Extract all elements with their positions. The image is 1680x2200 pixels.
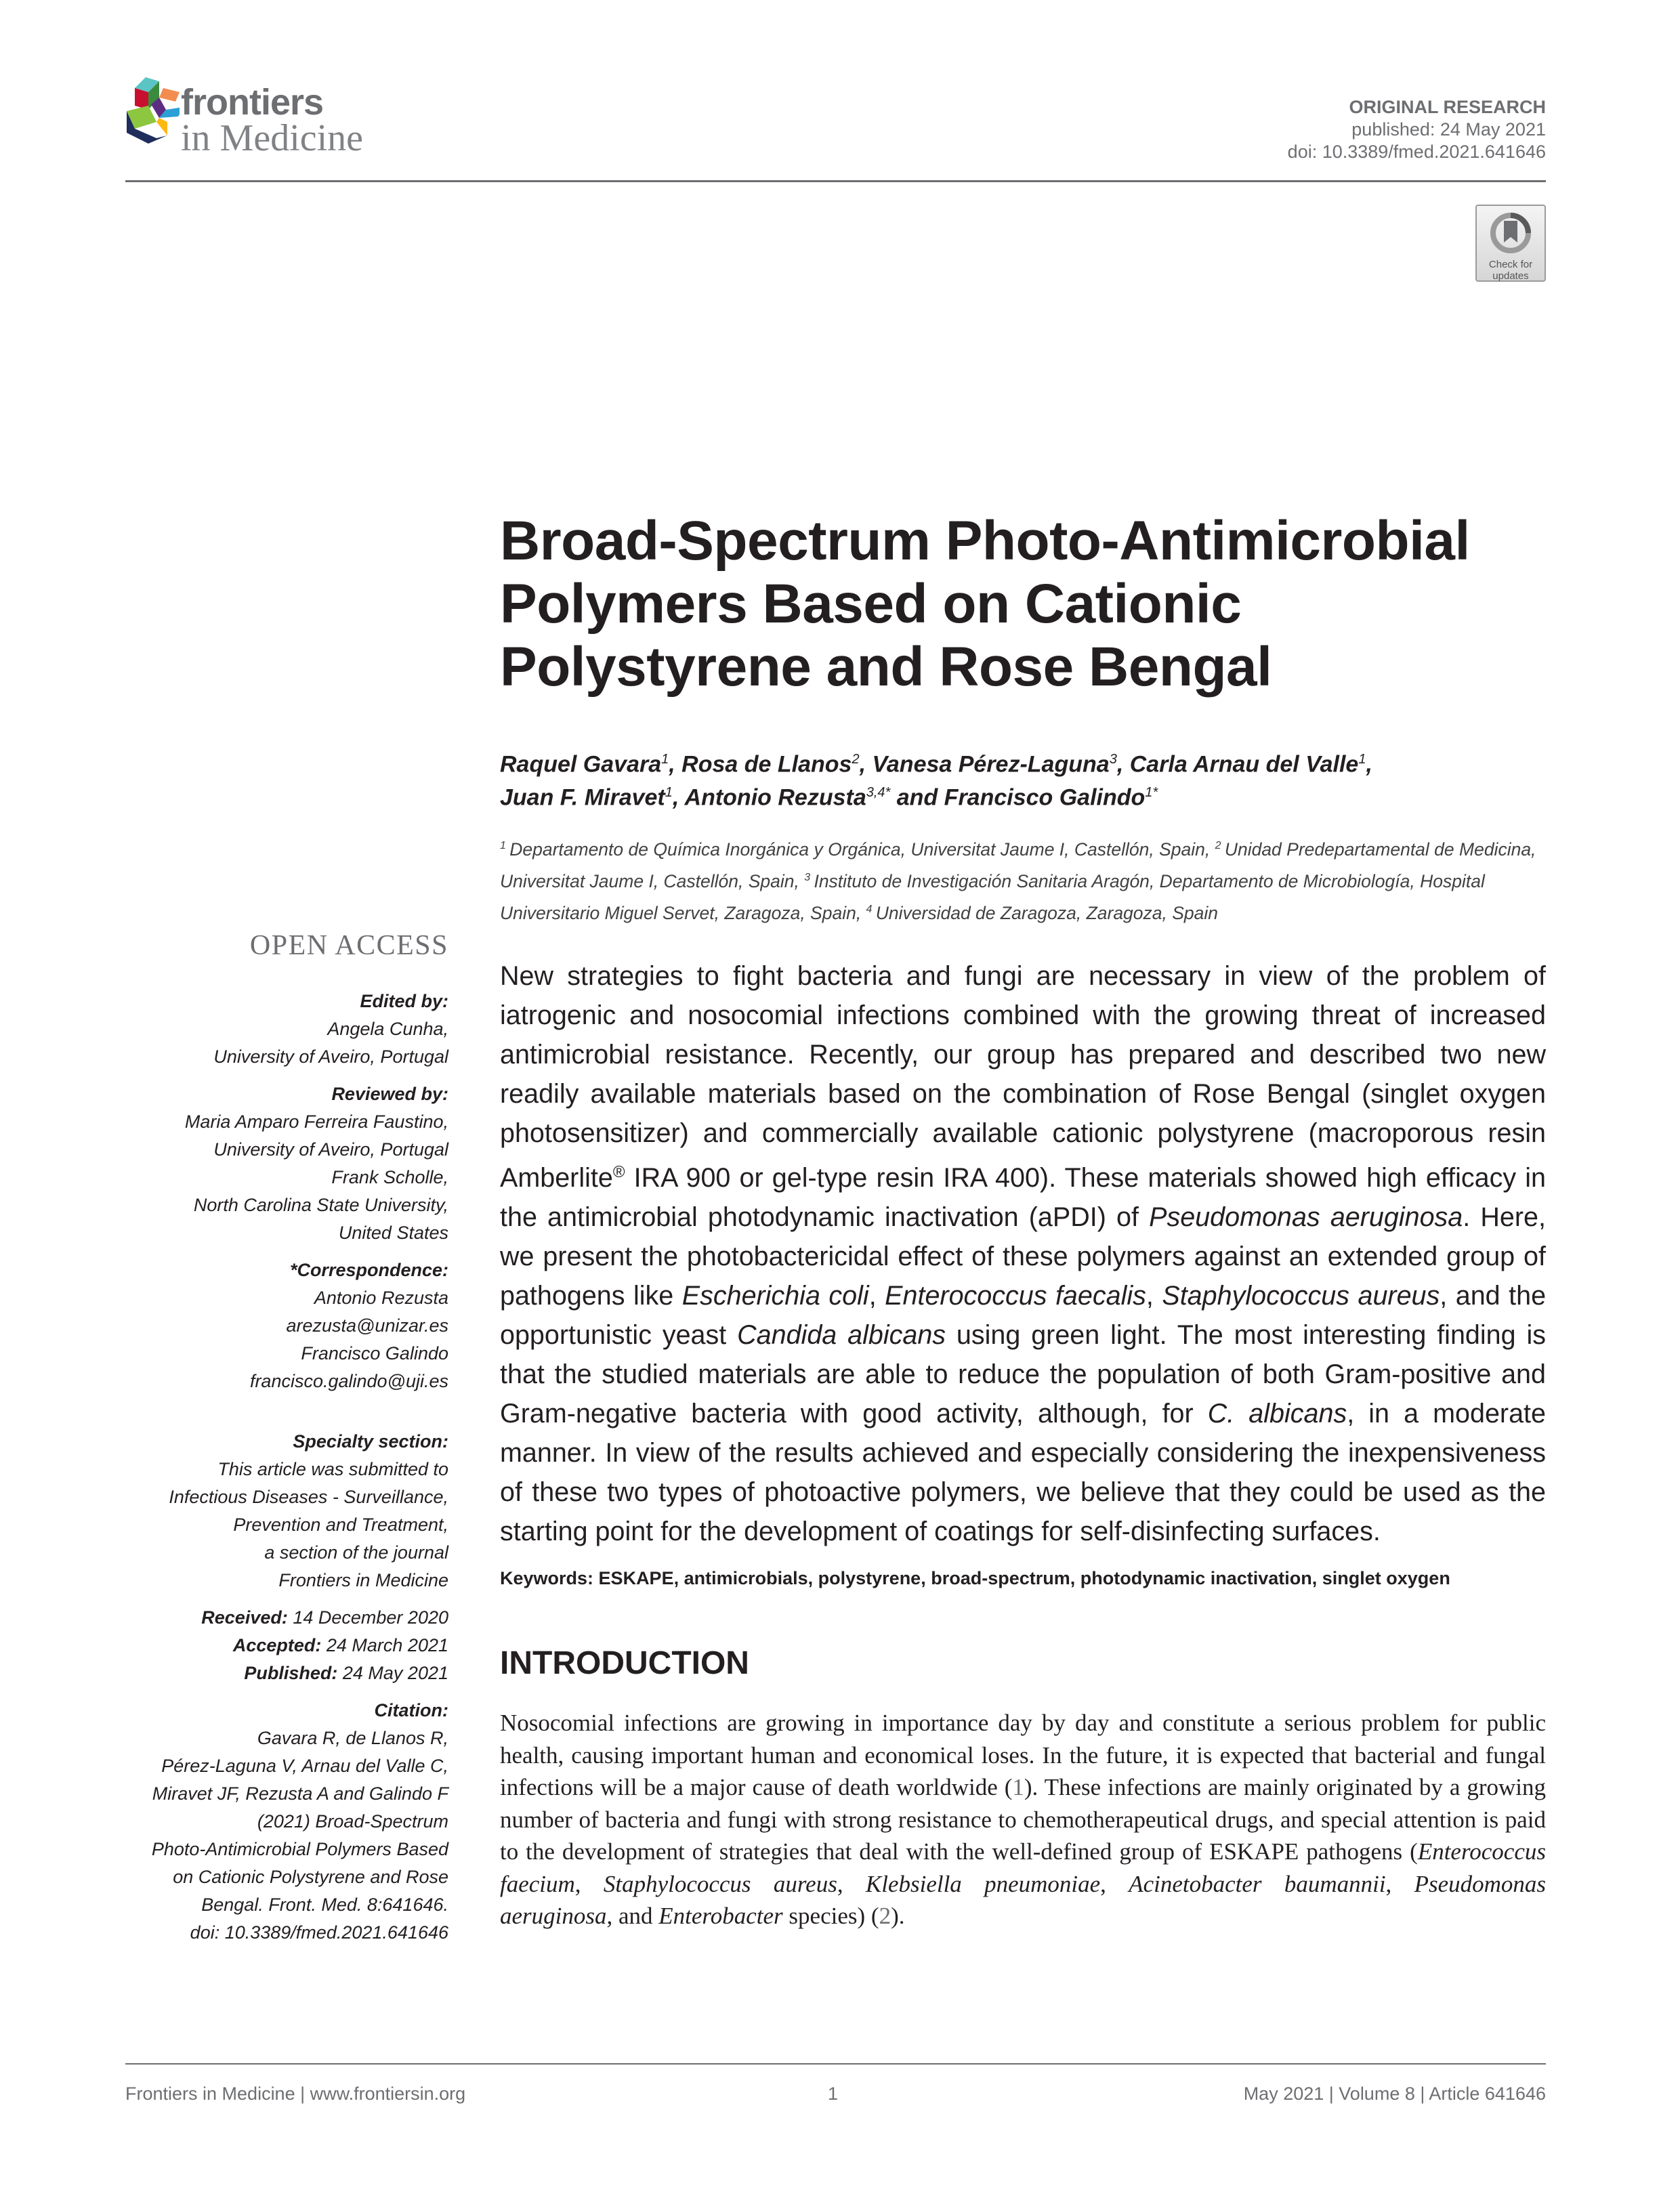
species-name: Staphylococcus aureus bbox=[1162, 1281, 1440, 1311]
received-date bbox=[96, 1604, 448, 1632]
species-name: C. albicans bbox=[1207, 1399, 1347, 1429]
reviewer-name[interactable]: Frank Scholle, bbox=[331, 1167, 448, 1187]
species-name: Escherichia coli bbox=[681, 1281, 869, 1311]
author-separator: , bbox=[669, 751, 682, 778]
citation-label: Citation: bbox=[374, 1700, 448, 1720]
check-for-updates-label-1: Check for bbox=[1488, 259, 1533, 270]
affiliation: Departamento de Química Inorgánica y Orgánica, Universitat Jaume I, Castellón, Spain, bbox=[509, 839, 1215, 860]
frontiers-cube-logo-icon bbox=[125, 70, 180, 146]
author-name[interactable]: Antonio Rezusta bbox=[684, 784, 866, 811]
body-text: , bbox=[837, 1870, 866, 1897]
received-label: Received: bbox=[201, 1607, 288, 1628]
bookmark-ring-icon bbox=[1489, 211, 1532, 255]
citation-line: Photo-Antimicrobial Polymers Based bbox=[151, 1839, 448, 1859]
affiliations bbox=[500, 832, 1547, 927]
author-affil-sup: 1 bbox=[1358, 752, 1366, 767]
author-name[interactable]: Francisco Galindo bbox=[944, 784, 1146, 811]
title-line-1: Broad-Spectrum Photo-Antimicrobial bbox=[500, 510, 1470, 572]
body-text: , and bbox=[606, 1903, 659, 1929]
body-text: , bbox=[1385, 1870, 1414, 1897]
affiliation: Unidad Predepartamental de Medicina, Universitat Jaume I, Castellón, Spain, bbox=[500, 839, 1536, 891]
received-value: 14 December 2020 bbox=[287, 1607, 448, 1628]
page-number: 1 bbox=[828, 2083, 839, 2104]
specialty-line: Infectious Diseases - Surveillance, bbox=[169, 1487, 448, 1507]
author-separator: , bbox=[859, 751, 873, 778]
article-sidebar bbox=[96, 988, 448, 1956]
editor-affiliation: University of Aveiro, Portugal bbox=[213, 1046, 448, 1067]
author-affil-sup: 1 bbox=[665, 785, 673, 801]
body-text: , bbox=[574, 1870, 604, 1897]
body-text: species) ( bbox=[782, 1903, 879, 1929]
accepted-date bbox=[96, 1632, 448, 1659]
correspondence-label: *Correspondence: bbox=[289, 1260, 448, 1280]
specialty-section bbox=[96, 1428, 448, 1594]
reference-link[interactable]: 1 bbox=[1012, 1774, 1024, 1800]
reference-link[interactable]: 2 bbox=[879, 1903, 891, 1929]
reviewer-affiliation: North Carolina State University, bbox=[193, 1195, 448, 1215]
citation-section bbox=[96, 1697, 448, 1947]
keywords-list: ESKAPE, antimicrobials, polystyrene, broad-spectrum, photodynamic inactivation, singlet oxygen bbox=[598, 1568, 1450, 1588]
open-access-label: OPEN ACCESS bbox=[249, 930, 448, 961]
abstract-text: using green light. The most interesting finding is that the studied materials are able to reduce the population of both Gram-positive and Gram-negative bacteria with good activity, although, for bbox=[500, 1320, 1546, 1429]
abstract-text: , and the opportunistic yeast bbox=[500, 1281, 1547, 1351]
author-separator: , bbox=[1366, 751, 1372, 778]
correspondent-name: Antonio Rezusta bbox=[314, 1288, 448, 1308]
author-name[interactable]: Raquel Gavara bbox=[500, 751, 662, 778]
check-for-updates-button[interactable] bbox=[1475, 205, 1546, 282]
header-divider bbox=[125, 180, 1546, 182]
reviewer-name[interactable]: Maria Amparo Ferreira Faustino, bbox=[184, 1112, 448, 1132]
author-name[interactable]: Juan F. Miravet bbox=[500, 784, 665, 811]
body-text: ). These infections are mainly originated by a growing number of bacteria and fungi with strong resistance to chemotherapeutical drugs, and special attention is paid to the development of strategies that deal with the well-defined group of ESKAPE pathogens ( bbox=[500, 1774, 1546, 1865]
body-text: , bbox=[1100, 1870, 1129, 1897]
edited-by-label: Edited by: bbox=[360, 991, 448, 1011]
species-name: Enterobacter bbox=[658, 1903, 783, 1929]
author-separator: and bbox=[890, 784, 944, 811]
published-date: published: 24 May 2021 bbox=[1351, 119, 1546, 140]
author-affil-sup: 1* bbox=[1145, 785, 1158, 801]
logo-word-in-medicine: in Medicine bbox=[181, 117, 364, 159]
species-name: Candida albicans bbox=[737, 1320, 946, 1351]
species-name: Staphylococcus aureus bbox=[603, 1870, 837, 1897]
reviewed-by-label: Reviewed by: bbox=[331, 1084, 448, 1104]
footer-journal-link[interactable]: Frontiers in Medicine | www.frontiersin.org bbox=[125, 2083, 466, 2104]
affil-sup: 3 bbox=[804, 871, 811, 883]
body-text: Nosocomial infections are growing in importance day by day and constitute a serious problem for public health, causing important human and economical loses. In the future, it is expected that bacterial and fungal infections will be a major cause of death worldwide ( bbox=[500, 1710, 1546, 1800]
specialty-line: This article was submitted to bbox=[217, 1459, 448, 1479]
keywords bbox=[500, 1566, 1557, 1590]
citation-line: Pérez-Laguna V, Arnau del Valle C, bbox=[161, 1756, 448, 1776]
specialty-line: Prevention and Treatment, bbox=[233, 1515, 448, 1535]
author-affil-sup: 3,4* bbox=[866, 785, 891, 801]
article-header-meta bbox=[1288, 96, 1546, 163]
correspondent-email[interactable]: francisco.galindo@uji.es bbox=[249, 1371, 448, 1391]
correspondence-section bbox=[96, 1256, 448, 1395]
affil-sup: 1 bbox=[500, 840, 506, 851]
author-name[interactable]: Carla Arnau del Valle bbox=[1129, 751, 1359, 778]
registered-mark: ® bbox=[612, 1163, 625, 1181]
author-separator: , bbox=[672, 784, 685, 811]
species-name: Pseudomonas aeruginosa bbox=[500, 1870, 1547, 1929]
check-for-updates-label-2: updates bbox=[1492, 270, 1529, 282]
species-name: Pseudomonas aeruginosa bbox=[1149, 1202, 1463, 1233]
citation-line: Gavara R, de Llanos R, bbox=[257, 1728, 448, 1748]
footer-issue-info: May 2021 | Volume 8 | Article 641646 bbox=[1243, 2083, 1546, 2104]
article-type: ORIGINAL RESEARCH bbox=[1349, 97, 1546, 117]
published-value: 24 May 2021 bbox=[337, 1663, 448, 1683]
author-affil-sup: 2 bbox=[852, 752, 860, 767]
specialty-line: Frontiers in Medicine bbox=[278, 1570, 448, 1590]
edited-by-section bbox=[96, 988, 448, 1071]
keywords-label: Keywords: bbox=[500, 1568, 599, 1588]
citation-doi[interactable]: doi: 10.3389/fmed.2021.641646 bbox=[190, 1922, 448, 1943]
logo-word-frontiers: frontiers bbox=[181, 82, 324, 123]
correspondent-name: Francisco Galindo bbox=[301, 1343, 448, 1363]
abstract bbox=[500, 956, 1546, 1551]
accepted-value: 24 March 2021 bbox=[321, 1635, 448, 1655]
specialty-label: Specialty section: bbox=[293, 1431, 448, 1452]
author-separator: , bbox=[1116, 751, 1130, 778]
title-line-3: Polystyrene and Rose Bengal bbox=[500, 636, 1272, 698]
affiliation: Universidad de Zaragoza, Zaragoza, Spain bbox=[875, 902, 1219, 923]
footer-divider bbox=[125, 2063, 1546, 2065]
author-name[interactable]: Rosa de Llanos bbox=[681, 751, 852, 778]
reviewed-by-section bbox=[96, 1080, 448, 1247]
author-affil-sup: 1 bbox=[661, 752, 669, 767]
correspondent-email[interactable]: arezusta@unizar.es bbox=[286, 1315, 448, 1336]
affil-sup: 2 bbox=[1215, 840, 1221, 851]
journal-logo[interactable] bbox=[125, 70, 396, 165]
title-line-2: Polymers Based on Cationic bbox=[500, 573, 1242, 635]
abstract-text: , bbox=[868, 1281, 885, 1311]
abstract-text: , in a moderate manner. In view of the results achieved and especially considering the inexpensiveness of these two types of photoactive polymers, we believe that they could be used as the starting point for the development of coatings for self-disinfecting surfaces. bbox=[500, 1399, 1546, 1547]
accepted-label: Accepted: bbox=[232, 1635, 322, 1655]
author-list bbox=[500, 745, 1557, 812]
section-heading-introduction: INTRODUCTION bbox=[500, 1645, 749, 1681]
species-name: Acinetobacter baumannii bbox=[1129, 1870, 1386, 1897]
published-date-sidebar bbox=[96, 1659, 448, 1687]
abstract-text: New strategies to fight bacteria and fungi are necessary in view of the problem of iatrogenic and nosocomial infections combined with the growing threat of increased antimicrobial resistance. Recently, our group has prepared and described two new readily available materials based on the combination of Rose Bengal (singlet oxygen photosensitizer) and commercially available cationic polystyrene (macroporous resin Amberlite bbox=[500, 961, 1546, 1193]
reviewer-affiliation: University of Aveiro, Portugal bbox=[213, 1139, 448, 1160]
doi-link[interactable]: doi: 10.3389/fmed.2021.641646 bbox=[1287, 142, 1546, 162]
published-label: Published: bbox=[244, 1663, 338, 1683]
abstract-text: , bbox=[1146, 1281, 1162, 1311]
editor-name[interactable]: Angela Cunha, bbox=[327, 1019, 448, 1039]
citation-line: (2021) Broad-Spectrum bbox=[257, 1811, 448, 1832]
abstract-text: . Here, we present the photobactericidal effect of these polymers against an extended group of pathogens like bbox=[500, 1202, 1546, 1311]
dates-section bbox=[96, 1604, 448, 1687]
species-name: Klebsiella pneumoniae bbox=[865, 1870, 1101, 1897]
reviewer-affiliation: United States bbox=[338, 1223, 448, 1243]
affiliation: Instituto de Investigación Sanitaria Aragón, Departamento de Microbiología, Hospital Universitario Miguel Servet, Zaragoza, Spain, bbox=[500, 870, 1485, 923]
author-name[interactable]: Vanesa Pérez-Laguna bbox=[872, 751, 1110, 778]
author-affil-sup: 3 bbox=[1109, 752, 1117, 767]
abstract-text: IRA 900 or gel-type resin IRA 400). These materials showed high efficacy in the antimicrobial photodynamic inactivation (aPDI) of bbox=[500, 1163, 1546, 1233]
specialty-line: a section of the journal bbox=[264, 1542, 448, 1563]
introduction-paragraph bbox=[500, 1707, 1546, 1932]
citation-line: on Cationic Polystyrene and Rose bbox=[173, 1867, 448, 1887]
affil-sup: 4 bbox=[866, 903, 873, 915]
body-text: ). bbox=[891, 1903, 905, 1929]
citation-line: Bengal. Front. Med. 8:641646. bbox=[201, 1895, 448, 1915]
citation-line: Miravet JF, Rezusta A and Galindo F bbox=[152, 1783, 448, 1804]
species-name: Enterococcus faecalis bbox=[885, 1281, 1146, 1311]
species-name: Enterococcus faecium bbox=[500, 1838, 1546, 1897]
article-title bbox=[500, 509, 1557, 698]
